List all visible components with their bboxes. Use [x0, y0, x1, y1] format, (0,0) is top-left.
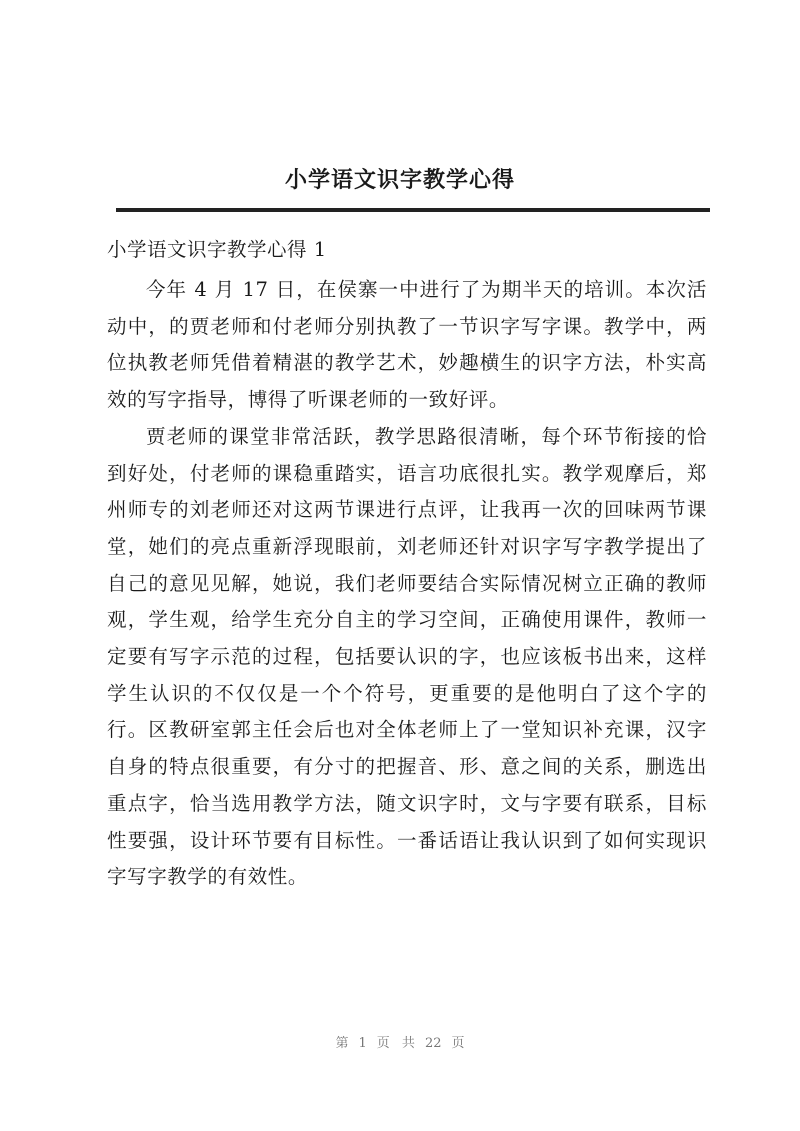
section-heading: 小学语文识字教学心得 1 — [107, 238, 327, 261]
footer-label-pages: 页 — [451, 1036, 465, 1051]
footer-current-page: 1 — [358, 1036, 367, 1051]
footer-label-page: 第 — [335, 1036, 349, 1051]
page-footer — [0, 1032, 800, 1051]
document-title: 小学语文识字教学心得 — [284, 167, 515, 193]
footer-label-of: 页 共 — [376, 1036, 415, 1051]
title-divider — [116, 208, 710, 212]
document-body — [107, 272, 707, 896]
paragraph-2: 贾老师的课堂非常活跃，教学思路很清晰，每个环节衔接的恰到好处，付老师的课稳重踏实，语言功底很扎实。教学观摩后，郑州师专的刘老师还对这两节课进行点评，让我再一次的回味两节课堂，她们的亮点重新浮现眼前，刘老师还针对识字写字教学提出了自己的意见见解，她说，我们老师要结合实际情况树立正确的教师观，学生观，给学生充分自主的学习空间，正确使用课件，教师一定要有写字示范的过程，包括要认识的字，也应该板书出来，这样学生认识的不仅仅是一个个符号，更重要的是他明白了这个字的行。区教研室郭主任会后也对全体老师上了一堂知识补充课，汉字自身的特点很重要，有分寸的把握音、形、意之间的关系，删选出重点字，恰当选用教学方法，随文识字时，文与字要有联系，目标性要强，设计环节要有目标性。一番话语让我认识到了如何实现识字写字教学的有效性。 — [107, 424, 707, 889]
paragraph-1: 今年 4 月 17 日，在侯寨一中进行了为期半天的培训。本次活动中，的贾老师和付老师分别执教了一节识字写字课。教学中，两位执教老师凭借着精湛的教学艺术，妙趣横生的识字方法，朴实高效的写字指导，博得了听课老师的一致好评。 — [107, 278, 707, 412]
footer-total-pages: 22 — [424, 1036, 442, 1051]
